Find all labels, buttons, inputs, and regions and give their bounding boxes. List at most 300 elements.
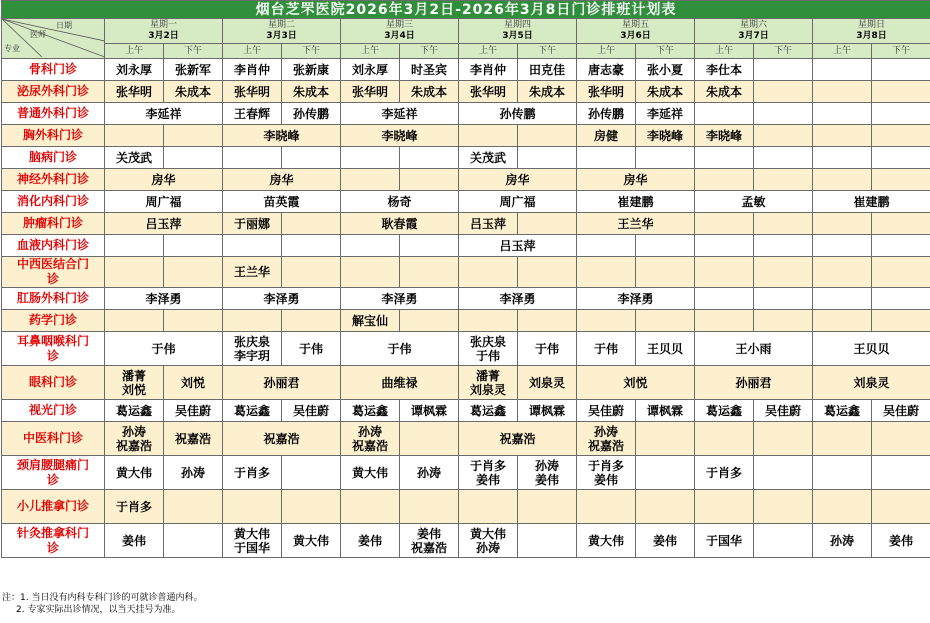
doctor-cell — [459, 169, 577, 191]
doctor-name: 葛运鑫 — [469, 403, 506, 418]
table-row — [2, 400, 930, 422]
doctor-cell — [459, 310, 518, 332]
doctor-cell — [223, 257, 282, 288]
doctor-cell — [105, 288, 223, 310]
corner-doctor-label: 医师 — [30, 30, 46, 39]
doctor-cell — [400, 59, 459, 81]
department-name — [2, 490, 105, 524]
doctor-cell — [282, 257, 341, 288]
date-label: 3月4日 — [384, 31, 415, 41]
doctor-cell — [636, 235, 695, 257]
doctor-name: 张新军 — [174, 62, 211, 77]
morning-label: 上午 — [459, 44, 518, 59]
doctor-cell — [223, 169, 341, 191]
doctor-cell — [341, 288, 459, 310]
doctor-cell — [459, 147, 518, 169]
doctor-name: 孙传鹏 — [292, 106, 329, 121]
doctor-cell — [695, 147, 754, 169]
doctor-name: 孙涛 祝嘉浩 — [587, 424, 624, 453]
doctor-cell — [164, 400, 223, 422]
doctor-cell — [105, 366, 164, 400]
date-label: 3月8日 — [856, 31, 887, 41]
doctor-cell — [695, 213, 754, 235]
doctor-cell — [754, 310, 813, 332]
day-header — [105, 19, 223, 44]
table-row — [2, 366, 930, 400]
footnote-1: 注：1. 当日没有内科专科门诊的可就诊普通内科。 — [2, 593, 203, 603]
doctor-name: 张华明 — [351, 84, 388, 99]
doctor-cell — [577, 169, 695, 191]
doctor-name: 唐志豪 — [587, 62, 624, 77]
department-label: 胸外科门诊 — [22, 128, 83, 142]
doctor-cell — [341, 332, 459, 366]
table-row — [2, 257, 930, 288]
doctor-cell — [223, 59, 282, 81]
department-name — [2, 422, 105, 456]
doctor-name: 葛运鑫 — [351, 403, 388, 418]
doctor-cell — [518, 400, 577, 422]
doctor-cell — [341, 490, 400, 524]
doctor-cell — [695, 191, 813, 213]
doctor-cell — [813, 310, 872, 332]
doctor-name: 于伟 — [387, 341, 412, 356]
doctor-cell — [105, 332, 223, 366]
doctor-cell — [105, 81, 164, 103]
morning-label: 上午 — [341, 44, 400, 59]
doctor-cell — [695, 366, 813, 400]
doctor-name: 田克佳 — [528, 62, 565, 77]
doctor-name: 祝嘉浩 — [499, 431, 536, 446]
doctor-cell — [223, 213, 282, 235]
date-label: 3月7日 — [738, 31, 769, 41]
doctor-cell — [577, 524, 636, 558]
doctor-cell — [636, 125, 695, 147]
doctor-name: 李延祥 — [646, 106, 683, 121]
doctor-cell — [577, 213, 695, 235]
doctor-name: 吴佳蔚 — [292, 403, 329, 418]
doctor-cell — [105, 147, 164, 169]
date-label: 3月2日 — [148, 31, 179, 41]
doctor-name: 姜伟 — [889, 533, 914, 548]
doctor-name: 葛运鑫 — [115, 403, 152, 418]
doctor-cell — [813, 235, 872, 257]
doctor-cell — [341, 310, 400, 332]
doctor-cell — [695, 235, 754, 257]
doctor-name: 于肖多 — [115, 499, 152, 514]
department-name — [2, 213, 105, 235]
doctor-cell — [164, 125, 223, 147]
afternoon-label: 下午 — [872, 44, 930, 59]
doctor-name: 刘悦 — [623, 375, 648, 390]
doctor-cell — [459, 235, 577, 257]
doctor-cell — [105, 257, 164, 288]
doctor-cell — [400, 490, 459, 524]
doctor-cell — [459, 213, 518, 235]
doctor-cell — [872, 310, 930, 332]
doctor-name: 孙传鹏 — [587, 106, 624, 121]
doctor-name: 黄大伟 — [587, 533, 624, 548]
department-name — [2, 169, 105, 191]
doctor-name: 黄大伟 — [351, 465, 388, 480]
doctor-cell — [223, 235, 282, 257]
doctor-cell — [341, 103, 459, 125]
doctor-cell — [105, 524, 164, 558]
doctor-name: 耿春霞 — [381, 216, 418, 231]
doctor-cell — [754, 456, 813, 490]
doctor-name: 祝嘉浩 — [174, 431, 211, 446]
department-name — [2, 59, 105, 81]
doctor-cell — [105, 456, 164, 490]
doctor-cell — [282, 235, 341, 257]
doctor-cell — [164, 366, 223, 400]
doctor-cell — [577, 456, 636, 490]
doctor-cell — [518, 257, 577, 288]
doctor-name: 潘菁 刘泉灵 — [469, 368, 506, 397]
doctor-name: 李晓峰 — [646, 128, 683, 143]
doctor-cell — [282, 456, 341, 490]
doctor-name: 王兰华 — [233, 265, 270, 279]
doctor-name: 张华明 — [233, 84, 270, 99]
doctor-cell — [223, 103, 282, 125]
doctor-cell — [105, 400, 164, 422]
doctor-cell — [459, 191, 577, 213]
doctor-name: 李肖仲 — [233, 62, 270, 77]
doctor-cell — [872, 490, 930, 524]
doctor-cell — [577, 81, 636, 103]
doctor-cell — [813, 332, 930, 366]
department-name — [2, 288, 105, 310]
doctor-cell — [754, 147, 813, 169]
doctor-cell — [282, 213, 341, 235]
doctor-cell — [400, 257, 459, 288]
weekday-label: 星期四 — [503, 20, 531, 30]
doctor-cell — [223, 366, 341, 400]
doctor-cell — [223, 400, 282, 422]
doctor-cell — [459, 59, 518, 81]
table-row — [2, 524, 930, 558]
doctor-name: 王小雨 — [735, 341, 772, 356]
doctor-cell — [223, 422, 341, 456]
doctor-cell — [813, 257, 872, 288]
doctor-name: 李肖仲 — [469, 62, 506, 77]
doctor-name: 刘永厚 — [351, 62, 388, 77]
doctor-cell — [341, 456, 400, 490]
doctor-cell — [459, 81, 518, 103]
doctor-cell — [282, 59, 341, 81]
doctor-cell — [577, 288, 695, 310]
doctor-cell — [577, 332, 636, 366]
doctor-name: 崔建鹏 — [617, 194, 654, 209]
doctor-name: 张华明 — [587, 84, 624, 99]
table-row — [2, 332, 930, 366]
doctor-name: 吕玉萍 — [499, 238, 536, 253]
doctor-cell — [695, 524, 754, 558]
doctor-cell — [400, 456, 459, 490]
footnotes — [2, 592, 202, 616]
doctor-cell — [164, 81, 223, 103]
weekday-label: 星期日 — [858, 20, 886, 30]
doctor-cell — [105, 125, 164, 147]
doctor-name: 于肖多 — [705, 465, 742, 480]
doctor-cell — [518, 332, 577, 366]
doctor-name: 李泽勇 — [263, 291, 300, 306]
doctor-cell — [341, 147, 400, 169]
doctor-cell — [754, 524, 813, 558]
doctor-name: 周广福 — [499, 194, 536, 209]
department-name — [2, 103, 105, 125]
doctor-cell — [636, 147, 695, 169]
morning-label: 上午 — [577, 44, 636, 59]
doctor-name: 张华明 — [469, 84, 506, 99]
department-label: 消化内科门诊 — [16, 194, 89, 208]
department-name — [2, 310, 105, 332]
doctor-cell — [459, 257, 518, 288]
doctor-cell — [400, 147, 459, 169]
doctor-name: 房华 — [623, 172, 648, 187]
doctor-name: 葛运鑫 — [705, 403, 742, 418]
department-label: 小儿推拿门诊 — [16, 499, 89, 513]
doctor-cell — [872, 147, 930, 169]
department-label: 眼科门诊 — [28, 375, 77, 389]
department-label: 泌尿外科门诊 — [16, 84, 89, 98]
department-name — [2, 257, 105, 288]
department-label: 针灸推拿科门 诊 — [16, 525, 89, 555]
doctor-cell — [518, 59, 577, 81]
doctor-cell — [341, 524, 400, 558]
doctor-cell — [813, 81, 872, 103]
doctor-cell — [164, 257, 223, 288]
doctor-cell — [459, 288, 577, 310]
doctor-cell — [636, 490, 695, 524]
doctor-cell — [518, 310, 577, 332]
doctor-name: 李晓峰 — [705, 128, 742, 143]
table-row — [2, 288, 930, 310]
doctor-name: 孙涛 祝嘉浩 — [351, 424, 388, 453]
morning-label: 上午 — [223, 44, 282, 59]
table-row — [2, 213, 930, 235]
doctor-name: 李泽勇 — [617, 291, 654, 306]
department-name — [2, 366, 105, 400]
morning-label: 上午 — [105, 44, 164, 59]
doctor-cell — [105, 422, 164, 456]
doctor-cell — [636, 422, 695, 456]
department-label: 肿瘤科门诊 — [22, 216, 83, 230]
doctor-name: 孙传鹏 — [499, 106, 536, 121]
doctor-name: 崔建鹏 — [853, 194, 890, 209]
afternoon-label: 下午 — [636, 44, 695, 59]
day-header — [577, 19, 695, 44]
doctor-name: 张庆泉 于伟 — [469, 334, 506, 363]
doctor-cell — [223, 147, 282, 169]
doctor-cell — [754, 81, 813, 103]
department-label: 耳鼻咽喉科门 诊 — [16, 333, 89, 363]
department-label: 神经外科门诊 — [16, 172, 89, 186]
doctor-cell — [872, 524, 930, 558]
corner-date-label: 日期 — [56, 21, 72, 30]
doctor-name: 张华明 — [115, 84, 152, 99]
table-row — [2, 103, 930, 125]
doctor-name: 祝嘉浩 — [263, 431, 300, 446]
doctor-name: 朱成本 — [174, 84, 211, 99]
doctor-name: 周广福 — [145, 194, 182, 209]
doctor-cell — [164, 235, 223, 257]
doctor-cell — [695, 490, 754, 524]
doctor-cell — [872, 213, 930, 235]
table-row — [2, 235, 930, 257]
doctor-cell — [695, 59, 754, 81]
doctor-cell — [223, 310, 282, 332]
doctor-cell — [813, 422, 872, 456]
doctor-name: 吕玉萍 — [469, 216, 506, 231]
doctor-cell — [400, 169, 459, 191]
doctor-name: 朱成本 — [410, 84, 447, 99]
doctor-cell — [459, 490, 518, 524]
doctor-cell — [518, 213, 577, 235]
doctor-cell — [341, 125, 459, 147]
doctor-cell — [754, 169, 813, 191]
doctor-name: 黄大伟 孙涛 — [469, 526, 506, 555]
doctor-cell — [695, 332, 813, 366]
department-label: 药学门诊 — [28, 313, 77, 327]
doctor-name: 朱成本 — [646, 84, 683, 99]
doctor-cell — [459, 400, 518, 422]
doctor-cell — [695, 456, 754, 490]
doctor-cell — [105, 169, 223, 191]
doctor-name: 张小夏 — [646, 62, 683, 77]
table-row — [2, 191, 930, 213]
doctor-cell — [577, 235, 636, 257]
doctor-cell — [400, 400, 459, 422]
doctor-name: 李泽勇 — [381, 291, 418, 306]
doctor-cell — [341, 400, 400, 422]
doctor-name: 于伟 — [593, 341, 618, 356]
corner-header — [2, 19, 105, 59]
day-header — [695, 19, 813, 44]
doctor-name: 于国华 — [705, 533, 742, 548]
doctor-name: 李晓峰 — [263, 128, 300, 143]
doctor-cell — [223, 456, 282, 490]
doctor-name: 张新康 — [292, 62, 329, 77]
doctor-name: 房华 — [151, 172, 176, 187]
department-name — [2, 400, 105, 422]
doctor-cell — [577, 366, 695, 400]
department-label: 颈肩腰腿痛门 诊 — [16, 457, 89, 487]
doctor-cell — [754, 103, 813, 125]
doctor-cell — [813, 456, 872, 490]
department-name — [2, 332, 105, 366]
doctor-cell — [695, 169, 754, 191]
doctor-cell — [105, 103, 223, 125]
doctor-cell — [577, 59, 636, 81]
doctor-name: 于伟 — [298, 341, 323, 356]
doctor-cell — [105, 191, 223, 213]
doctor-name: 朱成本 — [292, 84, 329, 99]
department-name — [2, 235, 105, 257]
doctor-cell — [636, 400, 695, 422]
doctor-name: 孙丽君 — [735, 375, 772, 390]
doctor-cell — [577, 147, 636, 169]
doctor-name: 于伟 — [534, 341, 559, 356]
doctor-name: 时圣宾 — [410, 62, 447, 77]
doctor-cell — [813, 288, 872, 310]
doctor-cell — [695, 288, 754, 310]
doctor-cell — [341, 169, 400, 191]
doctor-cell — [223, 191, 341, 213]
day-header — [459, 19, 577, 44]
doctor-cell — [813, 490, 872, 524]
doctor-cell — [223, 81, 282, 103]
doctor-cell — [754, 257, 813, 288]
doctor-name: 李泽勇 — [499, 291, 536, 306]
doctor-cell — [695, 81, 754, 103]
weekday-label: 星期一 — [149, 20, 177, 30]
doctor-name: 于伟 — [151, 341, 176, 356]
doctor-name: 刘悦 — [180, 375, 205, 390]
doctor-cell — [223, 490, 282, 524]
doctor-name: 潘菁 刘悦 — [121, 368, 146, 397]
doctor-cell — [341, 366, 459, 400]
doctor-cell — [164, 310, 223, 332]
department-name — [2, 147, 105, 169]
doctor-cell — [400, 235, 459, 257]
department-label: 普通外科门诊 — [16, 106, 89, 120]
doctor-cell — [341, 422, 400, 456]
doctor-cell — [282, 103, 341, 125]
doctor-name: 孙涛 — [416, 465, 441, 480]
doctor-cell — [695, 310, 754, 332]
doctor-cell — [518, 147, 577, 169]
doctor-cell — [459, 524, 518, 558]
doctor-name: 王贝贝 — [853, 341, 890, 356]
doctor-cell — [164, 59, 223, 81]
doctor-cell — [577, 422, 636, 456]
doctor-name: 曲维禄 — [381, 375, 418, 390]
table-row — [2, 456, 930, 490]
doctor-cell — [872, 288, 930, 310]
doctor-name: 孙涛 — [180, 465, 205, 480]
doctor-cell — [754, 400, 813, 422]
doctor-cell — [164, 490, 223, 524]
doctor-name: 于肖多 — [233, 465, 270, 480]
doctor-name: 解宝仙 — [351, 313, 388, 328]
date-label: 3月6日 — [620, 31, 651, 41]
doctor-cell — [813, 103, 872, 125]
day-header — [223, 19, 341, 44]
doctor-cell — [695, 400, 754, 422]
doctor-cell — [813, 59, 872, 81]
doctor-name: 王兰华 — [617, 216, 654, 231]
doctor-cell — [282, 332, 341, 366]
day-header — [341, 19, 459, 44]
table-row — [2, 310, 930, 332]
doctor-cell — [282, 310, 341, 332]
doctor-cell — [754, 422, 813, 456]
doctor-cell — [105, 59, 164, 81]
doctor-cell — [105, 490, 164, 524]
doctor-cell — [754, 288, 813, 310]
doctor-cell — [518, 456, 577, 490]
doctor-cell — [813, 191, 930, 213]
doctor-name: 于肖多 姜伟 — [587, 458, 624, 487]
doctor-cell — [636, 524, 695, 558]
doctor-name: 吴佳蔚 — [764, 403, 801, 418]
table-row — [2, 147, 930, 169]
doctor-name: 吴佳蔚 — [587, 403, 624, 418]
afternoon-label: 下午 — [754, 44, 813, 59]
doctor-cell — [459, 332, 518, 366]
doctor-name: 谭枫霖 — [646, 403, 683, 418]
doctor-name: 姜伟 祝嘉浩 — [410, 526, 447, 555]
